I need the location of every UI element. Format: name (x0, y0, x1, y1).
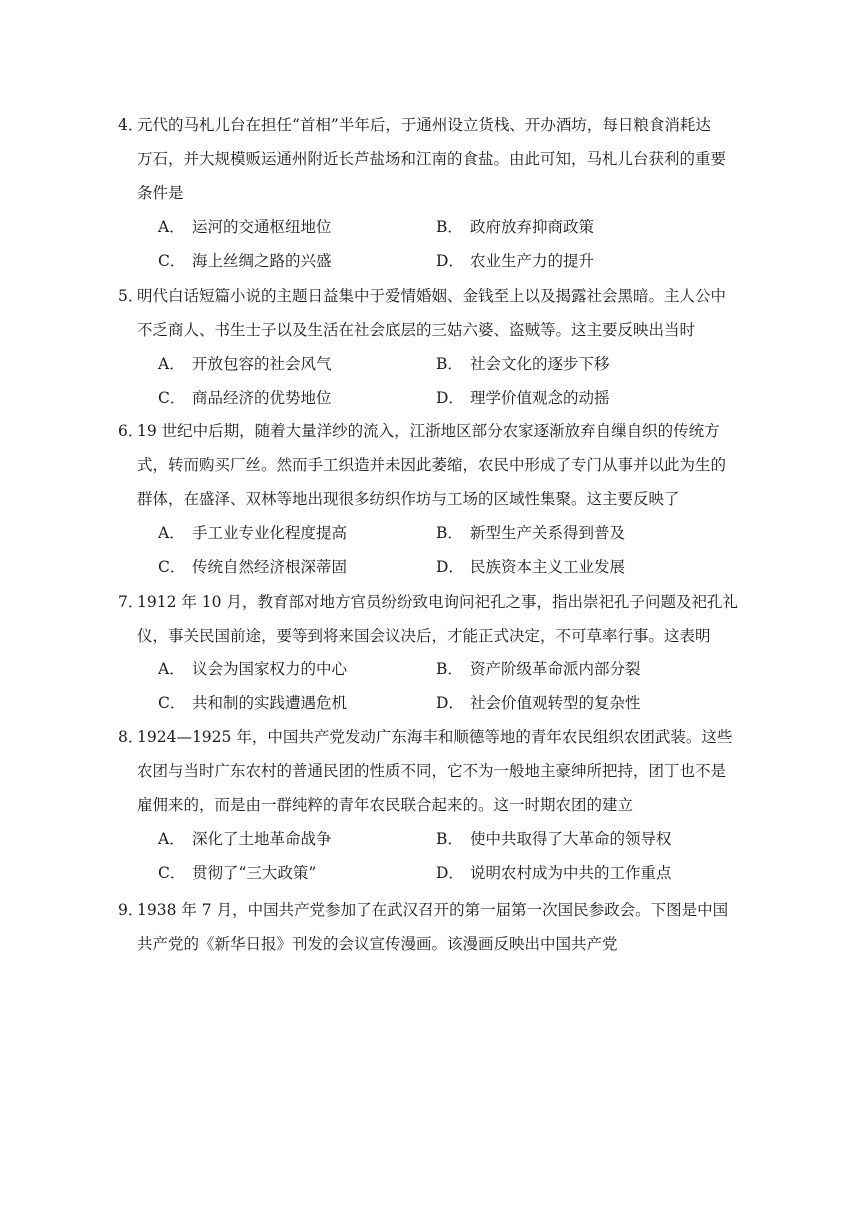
option-d[interactable]: D． 说明农村成为中共的工作重点 (436, 864, 672, 882)
option-c[interactable]: C． 贯彻了“三大政策” (158, 864, 317, 882)
options-5 (158, 347, 758, 415)
option-c[interactable]: C． 海上丝绸之路的兴盛 (158, 252, 332, 270)
option-c[interactable]: C． 传统自然经济根深蒂固 (158, 558, 348, 576)
option-a[interactable]: A． 议会为国家权力的中心 (158, 660, 348, 678)
option-d[interactable]: D． 民族资本主义工业发展 (436, 558, 626, 576)
question-number: 6． (118, 422, 144, 440)
option-d[interactable]: D． 社会价值观转型的复杂性 (436, 694, 641, 712)
question-text-line: 农团与当时广东农村的普通民团的性质不同，它不为一般地主豪绅所把持，团丁也不是 (137, 762, 727, 780)
question-text-line: 1938 年 7 月，中国共产党参加了在武汉召开的第一届第一次国民参政会。下图是中国 (137, 901, 729, 919)
question-8 (118, 720, 777, 822)
question-text-line: 条件是 (137, 184, 184, 202)
question-number: 9． (118, 901, 144, 919)
options-6 (158, 516, 758, 584)
option-d[interactable]: D． 理学价值观念的动摇 (436, 389, 610, 407)
option-c[interactable]: C． 商品经济的优势地位 (158, 389, 332, 407)
question-text-line: 19 世纪中后期，随着大量洋纱的流入，江浙地区部分农家逐渐放弃自缫自织的传统方 (137, 422, 720, 440)
question-9 (118, 893, 777, 961)
question-7 (118, 585, 777, 653)
question-number: 7． (118, 593, 144, 611)
question-text-line: 元代的马札儿台在担任“首相”半年后，于通州设立货栈、开办酒坊，每日粮食消耗达 (137, 116, 711, 134)
question-number: 8． (118, 728, 144, 746)
option-a[interactable]: A． 运河的交通枢纽地位 (158, 218, 332, 236)
question-text-line: 仪，事关民国前途，要等到将来国会议决后，才能正式决定，不可草率行事。这表明 (137, 627, 711, 645)
question-5 (118, 279, 777, 347)
options-8 (158, 822, 758, 890)
options-4 (158, 210, 758, 278)
question-number: 4． (118, 116, 144, 134)
option-d[interactable]: D． 农业生产力的提升 (436, 252, 595, 270)
question-text-line: 1912 年 10 月，教育部对地方官员纷纷致电询问祀孔之事，指出崇祀孔子问题及祀孔礼 (137, 593, 738, 611)
question-text-line: 雇佣来的，而是由一群纯粹的青年农民联合起来的。这一时期农团的建立 (137, 796, 634, 814)
question-text-line: 共产党的《新华日报》刊发的会议宣传漫画。该漫画反映出中国共产党 (137, 935, 618, 953)
question-text-line: 万石，并大规模贩运通州附近长芦盐场和江南的食盐。由此可知，马札儿台获利的重要 (137, 150, 727, 168)
option-a[interactable]: A． 深化了土地革命战争 (158, 830, 332, 848)
question-text-line: 明代白话短篇小说的主题日益集中于爱情婚姻、金钱至上以及揭露社会黑暗。主人公中 (137, 287, 727, 305)
options-7 (158, 652, 758, 720)
option-b[interactable]: B． 政府放弃抑商政策 (436, 218, 595, 236)
question-text-line: 不乏商人、书生士子以及生活在社会底层的三姑六婆、盗贼等。这主要反映出当时 (137, 321, 696, 339)
question-6 (118, 414, 777, 516)
question-4 (118, 108, 777, 210)
question-text-line: 式，转而购买厂丝。然而手工织造并未因此萎缩，农民中形成了专门从事并以此为生的 (137, 456, 727, 474)
option-b[interactable]: B． 新型生产关系得到普及 (436, 524, 626, 542)
option-a[interactable]: A． 手工业专业化程度提高 (158, 524, 348, 542)
option-b[interactable]: B． 社会文化的逐步下移 (436, 355, 610, 373)
question-number: 5． (118, 287, 144, 305)
question-text-line: 1924—1925 年，中国共产党发动广东海丰和顺德等地的青年农民组织农团武装。这些 (137, 728, 733, 746)
option-a[interactable]: A． 开放包容的社会风气 (158, 355, 332, 373)
option-b[interactable]: B． 使中共取得了大革命的领导权 (436, 830, 672, 848)
option-c[interactable]: C． 共和制的实践遭遇危机 (158, 694, 348, 712)
question-text-line: 群体，在盛泽、双林等地出现很多纺织作坊与工场的区域性集聚。这主要反映了 (137, 490, 680, 508)
option-b[interactable]: B． 资产阶级革命派内部分裂 (436, 660, 641, 678)
